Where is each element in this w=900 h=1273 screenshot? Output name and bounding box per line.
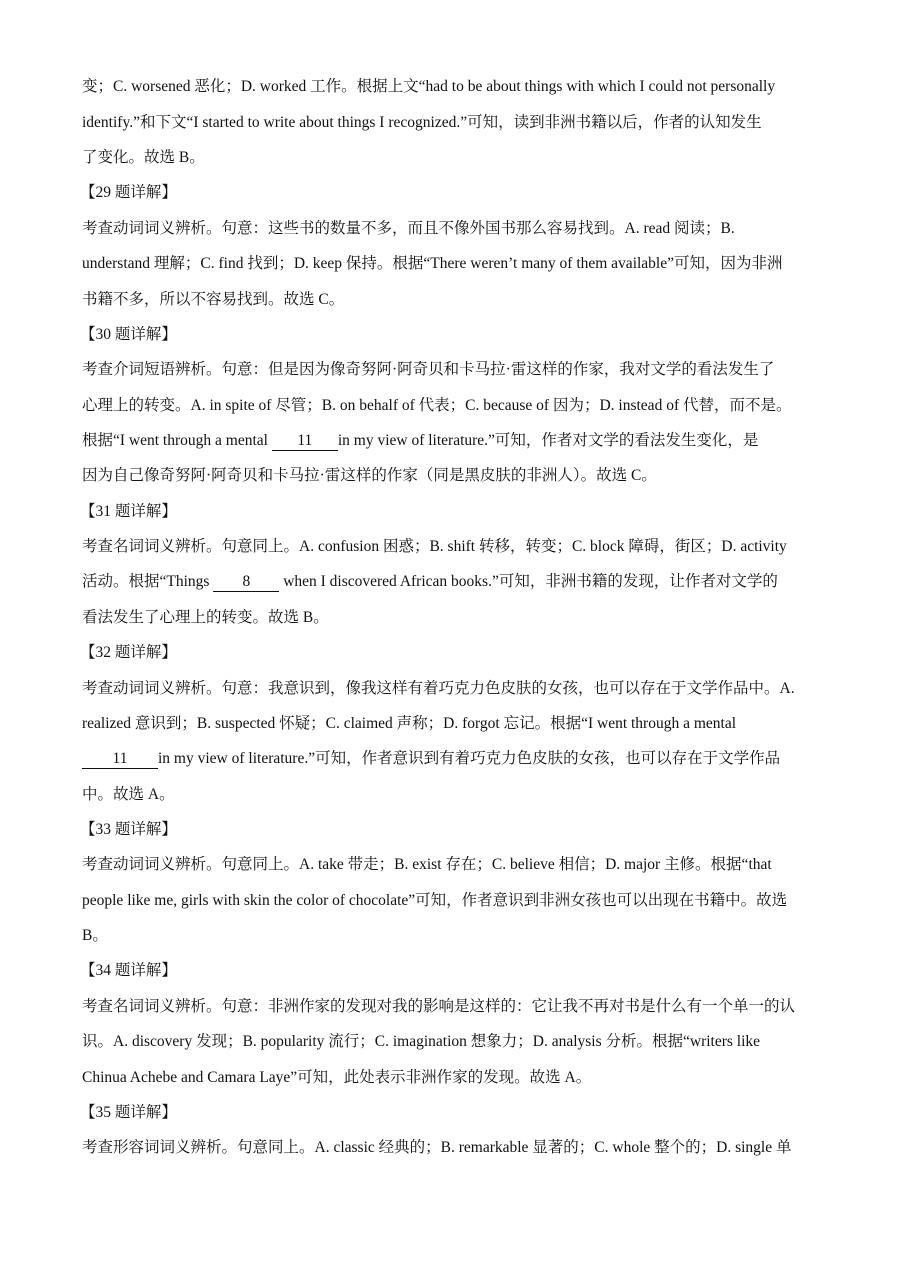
- line-text-after-blank: in my view of literature.”可知，作者意识到有着巧克力色皮肤的女孩，也可以存在于文学作品: [158, 750, 781, 767]
- section-heading: 【33 题详解】: [80, 821, 177, 838]
- answer-blank: 8: [213, 573, 279, 592]
- section-heading: 【31 题详解】: [80, 503, 177, 520]
- answer-blank: 11: [272, 432, 338, 451]
- section-heading: 【30 题详解】: [80, 326, 177, 343]
- text-line: 因为自己像奇努阿·阿奇贝和卡马拉·雷这样的作家（同是黑皮肤的非洲人）。故选 C。: [82, 467, 657, 484]
- section-heading: 【35 题详解】: [80, 1104, 177, 1121]
- text-line-with-blank: [82, 748, 822, 770]
- section-heading: 【29 题详解】: [80, 184, 177, 201]
- section-heading: 【32 题详解】: [80, 644, 177, 661]
- answer-blank: 11: [82, 750, 158, 769]
- text-line: people like me, girls with skin the color of chocolate”可知，作者意识到非洲女孩也可以出现在书籍中。故选: [82, 892, 788, 909]
- text-line: 考查介词短语辨析。句意：但是因为像奇努阿·阿奇贝和卡马拉·雷这样的作家，我对文学的看法发生了: [82, 361, 775, 378]
- text-line: 考查名词词义辨析。句意同上。A. confusion 困惑；B. shift 转移，转变；C. block 障碍，街区；D. activity: [82, 538, 787, 555]
- text-line: understand 理解；C. find 找到；D. keep 保持。根据“There weren’t many of them available”可知，因为非洲: [82, 255, 783, 272]
- text-line: 考查形容词词义辨析。句意同上。A. classic 经典的；B. remarkable 显著的；C. whole 整个的；D. single 单: [82, 1139, 792, 1156]
- text-line: 识。A. discovery 发现；B. popularity 流行；C. imagination 想象力；D. analysis 分析。根据“writers like: [82, 1033, 761, 1050]
- line-text-before-blank: 活动。根据“Things: [82, 573, 214, 590]
- text-line: B。: [82, 927, 108, 944]
- text-line-with-blank: [82, 571, 822, 593]
- text-line: 书籍不多，所以不容易找到。故选 C。: [82, 291, 345, 308]
- text-line: Chinua Achebe and Camara Laye”可知，此处表示非洲作家的发现。故选 A。: [82, 1069, 592, 1086]
- text-line: 心理上的转变。A. in spite of 尽管；B. on behalf of 代表；C. because of 因为；D. instead of 代替，而不是。: [82, 397, 792, 414]
- text-line: identify.”和下文“I started to write about things I recognized.”可知，读到非洲书籍以后，作者的认知发生: [82, 114, 762, 131]
- text-line: 考查名词词义辨析。句意：非洲作家的发现对我的影响是这样的：它让我不再对书是什么有一个单一的认: [82, 998, 796, 1015]
- text-line: realized 意识到；B. suspected 怀疑；C. claimed 声称；D. forgot 忘记。根据“I went through a mental: [82, 715, 737, 732]
- text-line: 中。故选 A。: [82, 786, 175, 803]
- text-line: 了变化。故选 B。: [82, 149, 205, 166]
- text-line: 变；C. worsened 恶化；D. worked 工作。根据上文“had to be about things with which I could not personally: [82, 78, 776, 95]
- line-text-before-blank: 根据“I went through a mental: [82, 432, 272, 449]
- text-line: 看法发生了心理上的转变。故选 B。: [82, 609, 329, 626]
- text-line: 考查动词词义辨析。句意：我意识到，像我这样有着巧克力色皮肤的女孩，也可以存在于文学作品中。A.: [82, 680, 795, 697]
- line-text-after-blank: when I discovered African books.”可知，非洲书籍的发现，让作者对文学的: [279, 573, 778, 590]
- text-line: 考查动词词义辨析。句意：这些书的数量不多，而且不像外国书那么容易找到。A. read 阅读；B.: [82, 220, 735, 237]
- section-heading: 【34 题详解】: [80, 962, 177, 979]
- text-line-with-blank: [82, 430, 822, 452]
- line-text-after-blank: in my view of literature.”可知，作者对文学的看法发生变化，是: [337, 432, 759, 449]
- text-line: 考查动词词义辨析。句意同上。A. take 带走；B. exist 存在；C. believe 相信；D. major 主修。根据“that: [82, 856, 772, 873]
